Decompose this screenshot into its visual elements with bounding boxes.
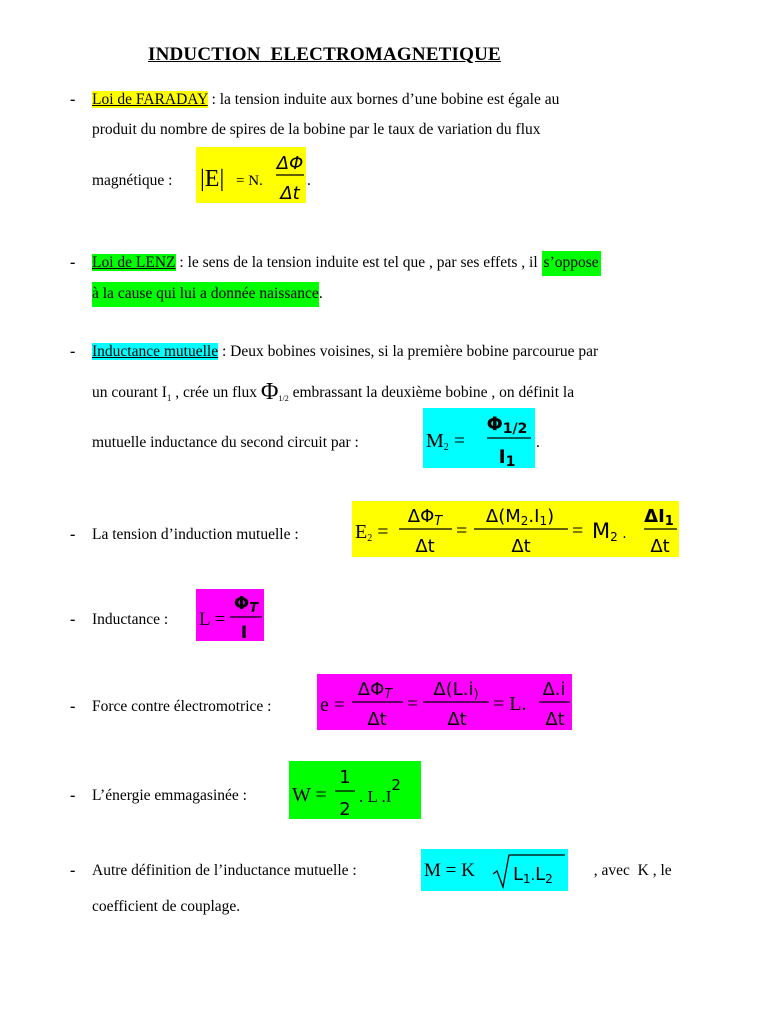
fcem-text: Force contre électromotrice :: [92, 698, 272, 715]
inductance-text: Inductance :: [92, 611, 169, 628]
svg-text:ΔΦT: ΔΦT: [357, 679, 393, 702]
svg-text:=: =: [407, 693, 419, 715]
svg-text:M2 =: M2 =: [426, 430, 466, 453]
mutual-line1: Inductance mutuelle : Deux bobines voisines, si la première bobine parcourue par: [92, 343, 599, 360]
svg-text:Δ(M2.I1): Δ(M2.I1): [485, 506, 555, 528]
svg-text:L1.L2: L1.L2: [513, 864, 553, 886]
tension-mutuelle-text: La tension d’induction mutuelle :: [92, 526, 299, 543]
faraday-label: Loi de FARADAY: [92, 91, 208, 108]
svg-text:I1: I1: [498, 446, 516, 468]
page-title: INDUCTION ELECTROMAGNETIQUE: [148, 44, 501, 65]
bullet: -: [70, 254, 76, 271]
fcem-formula: [317, 674, 572, 730]
mutual-line3: mutuelle inductance du second circuit par :: [92, 434, 359, 451]
svg-text:Δt: Δt: [511, 536, 531, 557]
mutual-end: .: [536, 434, 540, 451]
bullet: -: [70, 787, 76, 804]
formula-lhs: |E|: [200, 166, 225, 192]
svg-text:ΔI1: ΔI1: [644, 506, 674, 529]
tension-mutuelle-formula: [352, 501, 679, 557]
svg-text:Δ.i: Δ.i: [542, 679, 566, 700]
faraday-formula: [196, 147, 306, 203]
svg-text:M = K: M = K: [424, 860, 475, 881]
lenz-line2: à la cause qui lui a donnée naissance.: [92, 284, 323, 304]
mutual-label: Inductance mutuelle: [92, 343, 219, 360]
faraday-line3: magnétique :: [92, 172, 173, 189]
svg-text:I: I: [240, 623, 248, 641]
svg-text:Δt: Δt: [367, 709, 387, 730]
autre-line1: Autre définition de l’inductance mutuelle :: [92, 862, 357, 879]
svg-text:ΔΦT: ΔΦT: [407, 506, 443, 529]
inductance-formula: [196, 589, 264, 641]
svg-text:ΦT: ΦT: [233, 593, 259, 616]
formula-num: ΔΦ: [276, 153, 304, 174]
svg-text:Δ(L.i): Δ(L.i): [433, 679, 479, 702]
svg-text:L =: L =: [199, 609, 226, 630]
svg-text:W =: W =: [292, 784, 327, 806]
svg-text:E2 =: E2 =: [355, 521, 389, 544]
phi-symbol: Φ: [260, 379, 279, 405]
svg-text:Φ1/2: Φ1/2: [486, 413, 528, 437]
bullet: -: [70, 526, 76, 543]
bullet: -: [70, 611, 76, 628]
faraday-end: .: [307, 172, 311, 189]
svg-text:Δt: Δt: [545, 709, 565, 730]
svg-text:Δt: Δt: [650, 536, 670, 557]
svg-text:Δt: Δt: [415, 536, 435, 557]
lenz-highlight-2: à la cause qui lui a donnée naissance: [92, 282, 319, 307]
lenz-highlight-1: s’oppose: [542, 251, 601, 276]
mutual-line2: un courant $I_1$ , crée un flux $\Phi_{1/2}$ embrassant la deuxième bobine , on définit la: [92, 379, 575, 405]
svg-text:. L .I2: . L .I2: [359, 776, 401, 806]
autre-line2: coefficient de couplage.: [92, 898, 241, 915]
svg-text:M2 .: M2 .: [592, 519, 627, 544]
autre-line1-end: , avec K , le: [586, 862, 672, 879]
autre-formula: [421, 849, 568, 891]
mutual-formula: [423, 408, 535, 468]
formula-eq: = N.: [236, 173, 263, 189]
bullet: -: [70, 343, 76, 360]
formula-den: Δt: [280, 183, 300, 203]
bullet: -: [70, 91, 76, 108]
svg-text:e =: e =: [320, 694, 346, 716]
svg-text:=: =: [456, 520, 468, 542]
svg-text:= L.: = L.: [493, 693, 527, 715]
svg-text:1: 1: [339, 767, 351, 788]
lenz-line1: Loi de LENZ : le sens de la tension induite est tel que , par ses effets , il s’oppose: [92, 253, 601, 273]
svg-text:2: 2: [339, 799, 351, 819]
energie-text: L’énergie emmagasinée :: [92, 787, 247, 804]
energie-formula: [289, 761, 421, 819]
bullet: -: [70, 862, 76, 879]
lenz-label: Loi de LENZ: [92, 254, 176, 271]
faraday-line1: Loi de FARADAY : la tension induite aux bornes d’une bobine est égale au: [92, 91, 560, 108]
faraday-line2: produit du nombre de spires de la bobine par le taux de variation du flux: [92, 121, 541, 138]
bullet: -: [70, 698, 76, 715]
svg-text:=: =: [572, 520, 584, 542]
svg-text:Δt: Δt: [447, 709, 467, 730]
